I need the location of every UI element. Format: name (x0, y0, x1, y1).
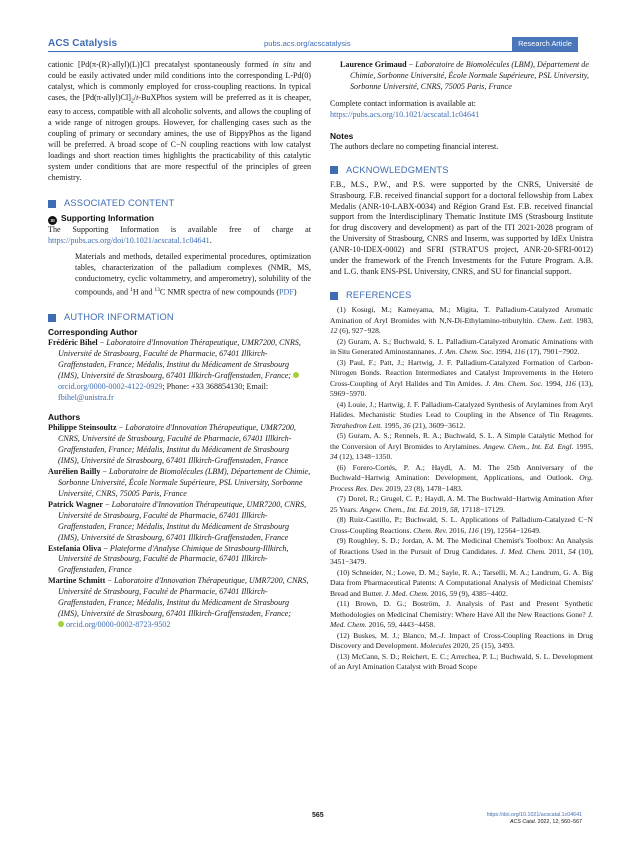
orcid-link[interactable]: orcid.org/0000-0002-8723-9502 (66, 620, 171, 630)
author-entry: Laurence Grimaud − Laboratoire de Biomolécules (LBM), Département de Chimie, Sorbonne Université, École Normale Supérieure, PSL University, Sorbonne Université, CNRS, 75005 Paris, France (340, 60, 589, 91)
author-name: Laurence Grimaud (340, 60, 407, 69)
author-name: Philippe Steinsoultz (48, 423, 117, 433)
doi-link[interactable]: https://doi.org/10.1021/acscatal.1c04641 (486, 812, 582, 818)
section-square-icon (48, 314, 56, 322)
email-link[interactable]: fbihel@unistra.fr (58, 393, 114, 403)
contact-info-link[interactable]: https://pubs.acs.org/10.1021/acscatal.1c04641 (330, 109, 480, 119)
author-name: Aurélien Bailly (48, 466, 101, 476)
reference-item: (7) Dorel, R.; Grugel, C. P.; Haydl, A. M. The Buchwald−Hartwig Amination After 25 Years. Angew. Chem., Int. Ed. 2019, 58, 17118−17129. (330, 494, 593, 514)
author-entry: Patrick Wagner − Laboratoire d'Innovation Thérapeutique, UMR7200, CNRS, Université de Strasbourg, Faculté de Pharmacie, 67401 Illkirch-Graffenstaden, France; Médalis, Institut du Médicament de Strasbourg (IMS), Université de Strasbourg, 67401 Illkirch-Graffenstaden, France (48, 499, 307, 542)
supporting-info-heading: SI Supporting Information (48, 213, 311, 225)
author-entry: Estefania Oliva − Plateforme d'Analyse Chimique de Strasbourg-Illkirch, Université de Strasbourg, Faculté de Pharmacie, 67401 Illkirch-Graffenstaden, France (48, 543, 289, 575)
supporting-info-link[interactable]: https://pubs.acs.org/doi/10.1021/acscatal.1c04641 (48, 236, 210, 245)
author-entry: Aurélien Bailly − Laboratoire de Biomolécules (LBM), Département de Chimie, Sorbonne Université, École Normale Supérieure, PSL University, Sorbonne Université, CNRS, 75005 Paris, France (48, 466, 311, 498)
reference-item: (8) Ruiz-Castillo, P.; Buchwald, S. L. Applications of Palladium-Catalyzed C−N Cross-Coupling Reactions. Chem. Rev. 2016, 116 (19), 12564−12649. (330, 515, 593, 535)
reference-item: (1) Kosugi, M.; Kameyama, M.; Migita, T. Palladium-Catalyzed Aromatic Amination of Aryl Bromides with N,N-Di-Ethylamino-tributyltin. Chem. Lett. 1983, 12 (6), 927−928. (330, 305, 593, 336)
author-name: Frédéric Bihel (48, 338, 98, 348)
reference-item: (10) Schneider, N.; Lowe, D. M.; Sayle, R. A.; Tarselli, M. A.; Landrum, G. A. Big Data from Pharmaceutical Patents: A Computational Analysis of Medicinal Chemists' Bread and Butter. J. Med. Chem. 2016, 59 (9), 4385−4402. (330, 567, 593, 598)
reference-item: (2) Guram, A. S.; Buchwald, S. L. Palladium-Catalyzed Aromatic Aminations with in Situ Generated Aminostannanes. J. Am. Chem. Soc. 1994, 116 (17), 7901−7902. (330, 336, 593, 357)
author-entry: Martine Schmitt − Laboratoire d'Innovation Thérapeutique, UMR7200, CNRS, Université de Strasbourg, Faculté de Pharmacie, 67401 Illkirch-Graffenstaden, France; Médalis, Institut du Médicament de Strasbourg (IMS), Université de Strasbourg, 67401 Illkirch-Graffenstaden, France; orcid.org/0000-0002-8723-9502 (48, 576, 309, 630)
reference-item: (11) Brown, D. G.; Boström, J. Analysis of Past and Present Synthetic Methodologies on Medicinal Chemistry: Where Have All the New Reactions Gone? J. Med. Chem. 2016, 59, 4443−4458. (330, 599, 593, 630)
reference-item: (5) Guram, A. S.; Rennels, R. A.; Buchwald, S. L. A Simple Catalytic Method for the Conversion of Aryl Bromides to Arylamines. Angew. Chem., Int. Ed. Engl. 1995, 34 (12), 1348−1350. (330, 431, 594, 462)
references-heading: REFERENCES (330, 290, 593, 301)
supporting-info-icon: SI (48, 216, 57, 225)
corresponding-author-heading: Corresponding Author (48, 327, 138, 338)
author-name: Estefania Oliva (48, 543, 102, 553)
reference-item: (13) McCann, S. D.; Reichert, E. C.; Arrechea, P. L.; Buchwald, S. L. Development of an Aryl Amination Catalyst with Broad Scope (330, 651, 593, 672)
author-name: Martine Schmitt (48, 576, 106, 586)
authors-heading: Authors (48, 412, 81, 423)
notes-heading: Notes (330, 130, 354, 141)
page-number: 565 (312, 812, 324, 819)
supporting-info-text: The Supporting Information is available free of charge at https://pubs.acs.org/doi/10.1021/acscatal.1c04641. (48, 225, 311, 245)
reference-item: (12) Buskes, M. J.; Blanco, M.-J. Impact of Cross-Coupling Reactions in Drug Discovery and Development. Molecules 2020, 25 (15), 3493. (330, 630, 593, 651)
contact-info-text: Complete contact information is available at: (330, 98, 476, 108)
right-column (330, 60, 593, 673)
running-header (48, 38, 578, 52)
section-square-icon (330, 292, 338, 300)
section-square-icon (48, 200, 56, 208)
author-entry: Philippe Steinsoultz − Laboratoire d'Innovation Thérapeutique, UMR7200, CNRS, Université de Strasbourg, Faculté de Pharmacie, 67401 Illkirch-Graffenstaden, France; Médalis, Institut du Médicament de Strasbourg (IMS), Université de Strasbourg, 67401 Illkirch-Graffenstaden, France (48, 423, 296, 465)
orcid-icon (58, 621, 64, 627)
reference-item: (9) Roughley, S. D.; Jordan, A. M. The Medicinal Chemist's Toolbox: An Analysis of Reactions Used in the Pursuit of Drug Candidates. J. Med. Chem. 2011, 54 (10), 3451−3479. (330, 536, 593, 567)
orcid-link[interactable]: orcid.org/0000-0002-4122-0929 (58, 382, 163, 392)
left-column (48, 60, 311, 631)
citation-line: ACS Catal. 2022, 12, 560−567 (509, 819, 582, 825)
reference-list (330, 305, 593, 673)
journal-name[interactable]: ACS Catalysis (48, 38, 118, 49)
corresponding-author-entry: Frédéric Bihel − Laboratoire d'Innovation Thérapeutique, UMR7200, CNRS, Université de Strasbourg, Faculté de Pharmacie, 67401 Illkirch-Graffenstaden, France; Médalis, Institut du Médicament de Strasbourg (IMS), Université de Strasbourg, 67401 Illkirch-Graffenstaden, France; orcid.org/0000-0002-4122-0929; Phone: +33 368854130; Email: fbihel@unistra.fr (48, 338, 301, 403)
acknowledgments-heading: ACKNOWLEDGMENTS (330, 165, 593, 176)
notes-text: The authors declare no competing financial interest. (330, 141, 499, 151)
reference-item: (6) Forero-Cortés, P. A.; Haydl, A. M. The 25th Anniversary of the Buchwald−Hartwig Amination: Development, Applications, and Outlook. Org. Process Res. Dev. 2019, 23 (8), 1478−1483. (330, 462, 593, 493)
journal-url-link[interactable]: pubs.acs.org/acscatalysis (264, 39, 351, 48)
author-name: Patrick Wagner (48, 499, 103, 509)
author-information-heading: AUTHOR INFORMATION (48, 312, 311, 323)
associated-content-heading: ASSOCIATED CONTENT (48, 198, 311, 209)
supporting-info-description: Materials and methods, detailed experimental procedures, optimization tables, characterization of the palladium complexes (NMR, MS, conductometry, cyclic voltammetry, and amperometry), solubility of the compounds, and $^1$H and $^{13}$C NMR spectra of new compounds (PDF) (75, 251, 311, 297)
reference-item: (3) Paul, F.; Patt, J.; Hartwig, J. F. Palladium-Catalyzed Formation of Carbon-Nitrogen Bonds. Reaction Intermediates and Catalyst Improvements in the Hetero Cross-Coupling of Aryl Halides and Tin Amides. J. Am. Chem. Soc. 1994, 116 (13), 5969−5970. (330, 357, 593, 399)
reference-item: (4) Louie, J.; Hartwig, J. F. Palladium-Catalyzed Synthesis of Arylamines from Aryl Halides. Mechanistic Studies Lead to Coupling in the Absence of Tin Reagents. Tetrahedron Lett. 1995, 36 (21), 3609−3612. (330, 399, 593, 430)
article-type-badge: Research Article (512, 37, 578, 51)
orcid-icon (293, 372, 299, 378)
intro-paragraph: cationic [Pd(π-(R)-allyl)(L)]Cl precatalyst spontaneously formed in situ and could be easily activated under mild conditions into the corresponding L-Pd(0) catalyst, which is commonly employed for cross-coupling reactions. In typical cases, the $[Pd(\pi-allyl)Cl]_2/t$-BuXPhos system will be preferred as it is cheaper, easy to access, compatible with all alcoholic solvents, and allows the coupling of a wide range of nitrogen groups. However, for challenging cases such as the coupling of primary or secondary amines, the use of BippyPhos as the ligand will be preferred. A broad scope of C−N coupling reactions with low catalyst loadings and short reaction times highlights the practicability of this catalytic system under conditions that are more respectful of the principles of green chemistry. (48, 60, 312, 183)
section-square-icon (330, 166, 338, 174)
pdf-link[interactable]: PDF (279, 287, 294, 297)
acknowledgments-text: F.B., M.S., P.W., and P.S. were supported by the CNRS, Université de Strasbourg. F.B. received financial support for a doctoral fellowship from Labex Medalis (ANR-10-LABX-0034) and Région Grand Est. F.B. received financial support from the Interdisciplinary Thematic Institute IMS (Strasbourg Institute for drug discovery and development) as part of the ITI 2021-2028 program of the University of Strasbourg, CNRS and Inserm, was supported by IdEx Unistra (ANR-10-IDEX-0002) and SFRI (STRAT'US project, ANR-20-SFRI-0012) under the framework of the French Investments for the Future Program. A.B. and L.G. thank ENS-PSL University, CNRS, and SU for financial support. (330, 179, 593, 277)
